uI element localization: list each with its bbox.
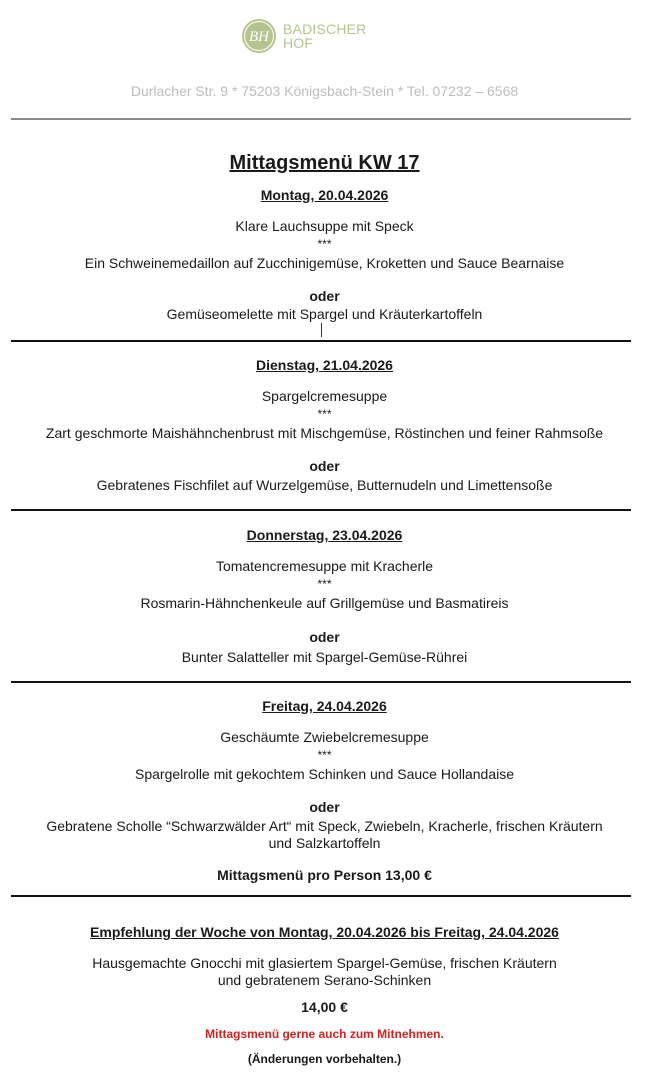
friday-separator: *** bbox=[317, 748, 332, 762]
address-line: Durlacher Str. 9 * 75203 Königsbach-Stein * Tel. 07232 – 6568 bbox=[130, 83, 519, 99]
monday-alternative: Gemüseomelette mit Spargel und Kräuterkartoffeln bbox=[166, 306, 483, 322]
thursday-main: Rosmarin-Hähnchenkeule auf Grillgemüse und Basmatireis bbox=[140, 595, 509, 611]
friday-main: Spargelrolle mit gekochtem Schinken und Sauce Hollandaise bbox=[135, 766, 514, 782]
day-divider bbox=[11, 681, 631, 683]
header-divider bbox=[11, 118, 631, 120]
monday-or-label: oder bbox=[309, 288, 340, 304]
friday-or-label: oder bbox=[309, 799, 340, 815]
tuesday-alternative: Gebratenes Fischfilet auf Wurzelgemüse, Butternudeln und Limettensoße bbox=[96, 477, 553, 493]
friday-soup: Geschäumte Zwiebelcremesuppe bbox=[220, 729, 429, 745]
day-divider bbox=[11, 895, 631, 897]
recommendation-dish-line1: Hausgemachte Gnocchi mit glasiertem Spargel-Gemüse, frischen Kräutern bbox=[92, 955, 557, 971]
day-heading-monday: Montag, 20.04.2026 bbox=[260, 187, 389, 203]
monday-main: Ein Schweinemedaillon auf Zucchinigemüse, Kroketten und Sauce Bearnaise bbox=[84, 255, 565, 271]
badischer-hof-logo-mark bbox=[241, 18, 277, 54]
day-divider bbox=[11, 340, 631, 342]
thursday-separator: *** bbox=[317, 577, 332, 591]
tuesday-soup: Spargelcremesuppe bbox=[261, 388, 388, 404]
monday-soup: Klare Lauchsuppe mit Speck bbox=[235, 218, 414, 234]
friday-alternative-line2: und Salzkartoffeln bbox=[268, 835, 381, 851]
recommendation-price: 14,00 € bbox=[301, 999, 348, 1015]
day-divider bbox=[11, 509, 631, 511]
tuesday-or-label: oder bbox=[309, 458, 340, 474]
thursday-alternative: Bunter Salatteller mit Spargel-Gemüse-Rührei bbox=[181, 649, 468, 665]
logo bbox=[0, 18, 649, 58]
thursday-or-label: oder bbox=[309, 629, 340, 645]
menu-title: Mittagsmenü KW 17 bbox=[229, 152, 420, 174]
takeaway-note: Mittagsmenü gerne auch zum Mitnehmen. bbox=[205, 1027, 444, 1041]
menu-price: Mittagsmenü pro Person 13,00 € bbox=[217, 867, 432, 883]
day-heading-tuesday: Dienstag, 21.04.2026 bbox=[256, 357, 393, 373]
logo-mark-letters: BH bbox=[249, 29, 269, 45]
logo-text-line1: BADISCHER bbox=[283, 21, 367, 37]
thursday-soup: Tomatencremesuppe mit Kracherle bbox=[215, 558, 434, 574]
text-cursor bbox=[321, 323, 322, 337]
recommendation-dish-line2: und gebratenem Serano-Schinken bbox=[217, 972, 432, 988]
monday-separator: *** bbox=[317, 237, 332, 251]
day-heading-thursday: Donnerstag, 23.04.2026 bbox=[246, 527, 403, 543]
recommendation-heading: Empfehlung der Woche von Montag, 20.04.2026 bis Freitag, 24.04.2026 bbox=[90, 924, 559, 940]
tuesday-separator: *** bbox=[317, 407, 332, 421]
logo-text-line2: HOF bbox=[283, 35, 314, 51]
disclaimer: (Änderungen vorbehalten.) bbox=[247, 1052, 402, 1066]
tuesday-main: Zart geschmorte Maishähnchenbrust mit Mischgemüse, Röstinchen und feiner Rahmsoße bbox=[45, 425, 604, 441]
friday-alternative-line1: Gebratene Scholle “Schwarzwälder Art“ mit Speck, Zwiebeln, Kracherle, frischen Kräutern bbox=[46, 818, 603, 834]
day-heading-friday: Freitag, 24.04.2026 bbox=[262, 698, 387, 714]
logo-text bbox=[283, 22, 366, 50]
